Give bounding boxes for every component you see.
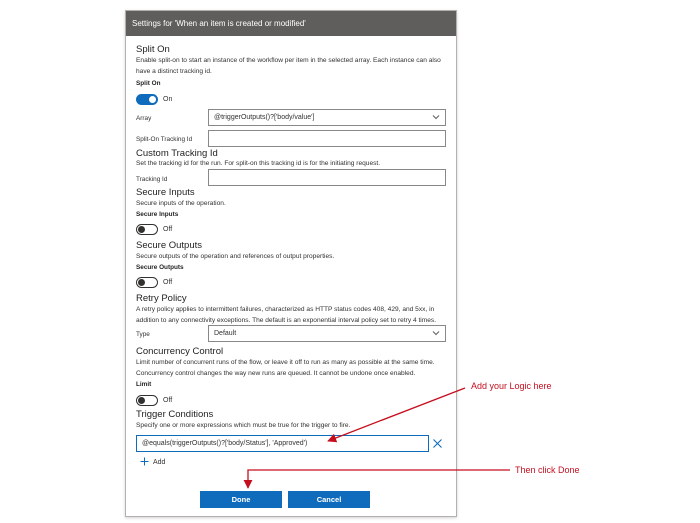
split-on-heading: Split On — [136, 44, 170, 55]
retry-type-label: Type — [136, 331, 150, 338]
logic-arrow — [328, 388, 465, 441]
secure-outputs-heading: Secure Outputs — [136, 240, 203, 251]
retry-policy-description: A retry policy applies to intermittent failures, characterized as HTTP status codes 408, 429, and 5xx, in addition to any connectivity exceptions. The default is an exponential interval policy set to retry 4 times. — [136, 306, 437, 324]
done-arrow — [248, 470, 510, 488]
limit-toggle-label: Limit — [136, 381, 152, 388]
retry-type-value: Default — [214, 330, 237, 337]
trigger-condition-value: @equals(triggerOutputs()?['body/Status'], 'Approved') — [142, 440, 308, 447]
annotation-done: Then click Done — [515, 465, 580, 475]
split-on-tracking-label: Split-On Tracking Id — [136, 136, 193, 143]
secure-inputs-toggle-state: Off — [163, 226, 173, 233]
array-label: Array — [136, 115, 152, 122]
concurrency-description: Limit number of concurrent runs of the flow, or leave it off to run as many as possible at the same time. Concurrency control changes the way new runs are queued. It cannot be undone once enabled. — [136, 359, 435, 377]
concurrency-heading: Concurrency Control — [136, 346, 224, 357]
tracking-id-label: Tracking Id — [136, 176, 168, 183]
done-button[interactable]: Done — [200, 491, 282, 508]
secure-inputs-toggle-label: Secure Inputs — [136, 211, 179, 218]
add-condition-button[interactable]: Add — [153, 459, 166, 466]
array-value: @triggerOutputs()?['body/value'] — [214, 114, 315, 121]
secure-outputs-toggle-state: Off — [163, 279, 173, 286]
annotation-logic: Add your Logic here — [471, 381, 552, 391]
secure-outputs-toggle-label: Secure Outputs — [136, 264, 184, 271]
secure-inputs-heading: Secure Inputs — [136, 187, 195, 198]
retry-policy-heading: Retry Policy — [136, 293, 187, 304]
limit-toggle-state: Off — [163, 397, 173, 404]
custom-tracking-heading: Custom Tracking Id — [136, 148, 218, 159]
split-on-toggle-state: On — [163, 96, 173, 103]
trigger-conditions-description: Specify one or more expressions which must be true for the trigger to fire. — [136, 422, 351, 429]
cancel-button[interactable]: Cancel — [288, 491, 370, 508]
dialog-title: Settings for 'When an item is created or modified' — [126, 11, 456, 36]
split-on-toggle-label: Split On — [136, 80, 161, 87]
custom-tracking-description: Set the tracking id for the run. For split-on this tracking id is for the initiating request. — [136, 160, 381, 167]
secure-inputs-description: Secure inputs of the operation. — [136, 200, 226, 207]
trigger-conditions-heading: Trigger Conditions — [136, 409, 214, 420]
split-on-description: Enable split-on to start an instance of the workflow per item in the selected array. Each instance can also have a distinct tracking id. — [136, 57, 441, 75]
secure-outputs-description: Secure outputs of the operation and references of output properties. — [136, 253, 335, 260]
